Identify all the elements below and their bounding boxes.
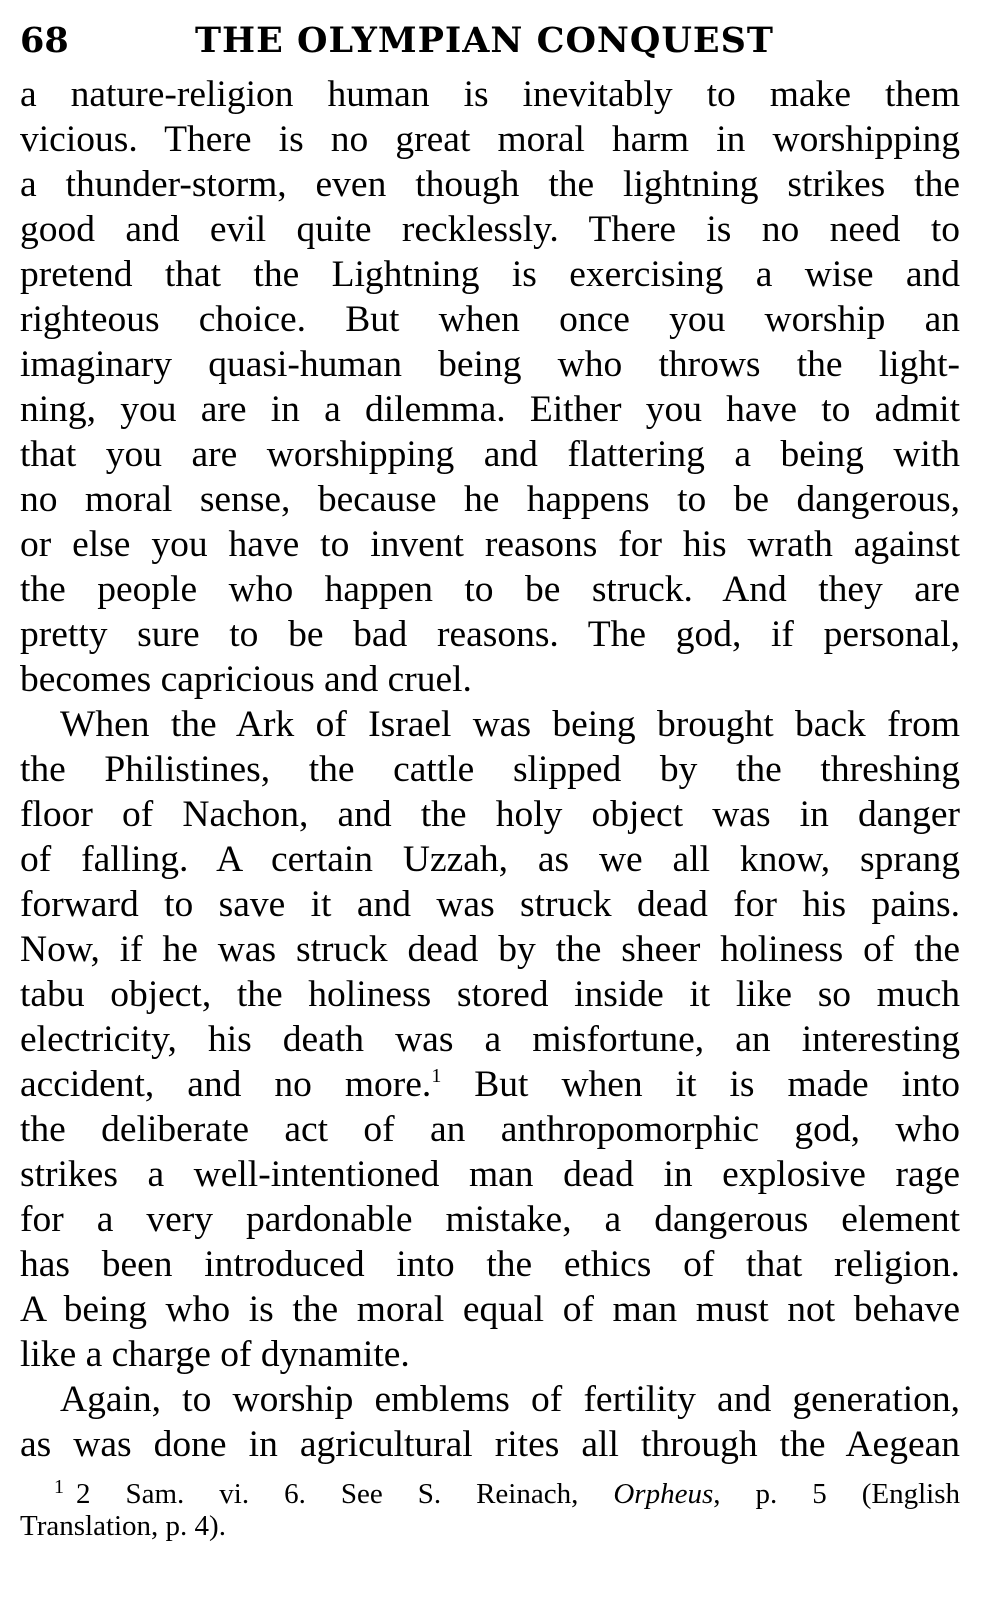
text-line: the people who happen to be struck. And they are — [20, 569, 960, 610]
text-line: ning, you are in a dilemma. Either you have to admit — [20, 389, 960, 430]
text-segment: But when it is made into — [474, 1064, 960, 1105]
text-line: a nature-religion human is inevitably to make them — [20, 74, 960, 115]
footnote-1 — [20, 1471, 960, 1542]
text-line: no moral sense, because he happens to be dangerous, — [20, 479, 960, 520]
text-line: When the Ark of Israel was being brought back from — [60, 704, 960, 745]
text-line: forward to save it and was struck dead for his pains. — [20, 884, 960, 925]
text-line: electricity, his death was a misfortune, an interesting — [20, 1019, 960, 1060]
text-line: strikes a well-intentioned man dead in explosive rage — [20, 1154, 960, 1195]
text-line: pretend that the Lightning is exercising a wise and — [20, 254, 960, 295]
page-number: 68 — [20, 20, 69, 61]
text-line: or else you have to invent reasons for his wrath against — [20, 524, 960, 565]
text-line: the Philistines, the cattle slipped by the threshing — [20, 749, 960, 790]
body-text — [20, 72, 960, 1467]
text-line: for a very pardonable mistake, a dangerous element — [20, 1199, 960, 1240]
text-line: imaginary quasi-human being who throws the light- — [20, 344, 960, 385]
text-line: good and evil quite recklessly. There is no need to — [20, 209, 960, 250]
footnote-mark: 1 — [54, 1476, 64, 1498]
text-line: as was done in agricultural rites all through the Aegean — [20, 1424, 960, 1465]
footnote-line — [20, 1471, 960, 1510]
text-line: Now, if he was struck dead by the sheer holiness of the — [20, 929, 960, 970]
text-line: righteous choice. But when once you worship an — [20, 299, 960, 340]
footnote-title: Orpheus — [613, 1478, 714, 1510]
paragraph-2 — [20, 702, 960, 1377]
footnote-text: , p. 5 (English — [713, 1478, 960, 1510]
text-line: that you are worshipping and flattering a being with — [20, 434, 960, 475]
text-segment: accident, and no more. — [20, 1064, 432, 1105]
text-line: tabu object, the holiness stored inside it like so much — [20, 974, 960, 1015]
text-line: the deliberate act of an anthropomorphic god, who — [20, 1109, 960, 1150]
text-line: of falling. A certain Uzzah, as we all know, sprang — [20, 839, 960, 880]
text-line: vicious. There is no great moral harm in worshipping — [20, 119, 960, 160]
text-line: floor of Nachon, and the holy object was in danger — [20, 794, 960, 835]
footnote-line: Translation, p. 4). — [20, 1510, 226, 1542]
footnotes — [20, 1471, 960, 1542]
book-page — [20, 10, 960, 1542]
text-line: pretty sure to be bad reasons. The god, if personal, — [20, 614, 960, 655]
text-line-with-footnote — [20, 1062, 960, 1107]
paragraph-1 — [20, 72, 960, 702]
page-header — [20, 10, 960, 72]
text-line: A being who is the moral equal of man must not behave — [20, 1289, 960, 1330]
text-line: like a charge of dynamite. — [20, 1334, 410, 1375]
text-line: a thunder-storm, even though the lightning strikes the — [20, 164, 960, 205]
footnote-reference[interactable]: 1 — [431, 1065, 442, 1087]
text-line: has been introduced into the ethics of that religion. — [20, 1244, 960, 1285]
text-line: Again, to worship emblems of fertility and generation, — [60, 1379, 960, 1420]
running-title: THE OLYMPIAN CONQUEST — [195, 20, 774, 61]
text-line: becomes capricious and cruel. — [20, 659, 472, 700]
footnote-text: 2 Sam. vi. 6. See S. Reinach, — [76, 1478, 579, 1510]
paragraph-3 — [20, 1377, 960, 1467]
